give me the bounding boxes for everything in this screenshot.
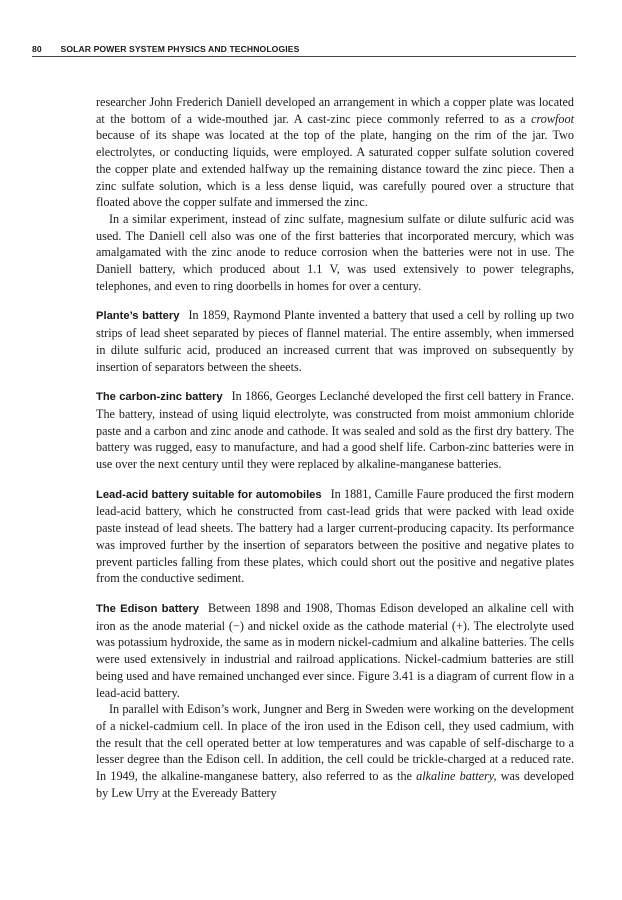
heading-carbon-zinc: The carbon-zinc battery (96, 391, 223, 404)
running-header (32, 44, 576, 54)
section-text: In 1881, Camille Faure produced the first modern lead-acid battery, which he constructed from cast-lead grids that were packed with lead oxide paste instead of lead sheets. The battery had a larger current-producing capacity. Its performance was improved further by the insertion of separators between the positive and negative plates to prevent particles falling from these plates, which could short out the positive and negative plates from the conductive sediment. (96, 486, 574, 586)
text-span: In parallel with Edison’s work, Jungner and Berg in Sweden were working on the development of a nickel-cadmium cell. In place of the iron used in the Edison cell, they used cadmium, with the result that the cell operated better at low temperatures and was capable of self-discharge to a lesser degree than the Edison cell. In addition, the cell could be trickle-charged at a reduced rate. In 1949, the alkaline-manganese battery, also referred to as the (96, 702, 574, 784)
section-carbon-zinc (96, 388, 574, 473)
body-text (96, 94, 574, 801)
emphasis-crowfoot: crowfoot (531, 111, 574, 126)
paragraph-daniell-variant: In a similar experiment, instead of zinc sulfate, magnesium sulfate or dilute sulfuric acid was used. The Daniell cell also was one of the first batteries that incorporated mercury, which was amalgamated with the zinc anode to reduce corrosion when the batteries were not in use. The Daniell battery, which produced about 1.1 V, was used extensively to power telegraphs, telephones, and even to ring doorbells in homes for over a century. (96, 211, 574, 293)
heading-edison: The Edison battery (96, 602, 199, 615)
section-lead-acid (96, 486, 574, 587)
heading-plante: Plante’s battery (96, 310, 180, 323)
heading-lead-acid: Lead-acid battery suitable for automobiles (96, 488, 322, 501)
header-rule (32, 56, 576, 57)
section-text: In 1866, Georges Leclanché developed the first cell battery in France. The battery, instead of using liquid electrolyte, was constructed from moist ammonium chloride paste and a carbon and zinc anode and cathode. It was sealed and sold as the first dry battery. The battery was rugged, easy to manufacture, and had a good shelf life. Carbon-zinc batteries were in use over the next century until they were replaced by alkaline-manganese batteries. (96, 389, 574, 472)
text-span: was developed by Lew Urry at the Eveready Battery (96, 769, 574, 800)
page-number: 80 (32, 44, 42, 54)
paragraph-daniell-continued (96, 94, 574, 211)
paragraph-nickel-cadmium (96, 701, 574, 801)
text-span: because of its shape was located at the top of the plate, hanging on the rim of the jar. Two electrolytes, or conducting liquids, were employed. A saturated copper sulfate solution covered the copper plate and extended halfway up the remaining distance toward the zinc piece. Then a zinc sulfate solution, which is a less dense liquid, was carefully poured over a structure that floated above the copper sulfate and immersed the zinc. (96, 128, 574, 210)
section-edison (96, 600, 574, 701)
text-span: researcher John Frederich Daniell developed an arrangement in which a copper plate was located at the bottom of a wide-mouthed jar. A cast-zinc piece commonly referred to as a (96, 95, 574, 126)
emphasis-alkaline-battery: alkaline battery, (416, 769, 497, 784)
section-text: Between 1898 and 1908, Thomas Edison developed an alkaline cell with iron as the anode material (−) and nickel oxide as the cathode material (+). The electrolyte used was potassium hydroxide, the same as in modern nickel-cadmium and alkaline batteries. The cells were used extensively in industrial and railroad applications. Nickel-cadmium batteries are still being used and have remained unchanged ever since. Figure 3.41 is a diagram of current flow in a lead-acid battery. (96, 600, 574, 700)
section-plante (96, 307, 574, 375)
running-title: SOLAR POWER SYSTEM PHYSICS AND TECHNOLOGIES (60, 44, 300, 54)
section-text: In 1859, Raymond Plante invented a battery that used a cell by rolling up two strips of lead sheet separated by pieces of flannel material. The entire assembly, when immersed in dilute sulfuric acid, produced an increased current that was improved on subsequently by insertion of separators between the sheets. (96, 308, 574, 374)
